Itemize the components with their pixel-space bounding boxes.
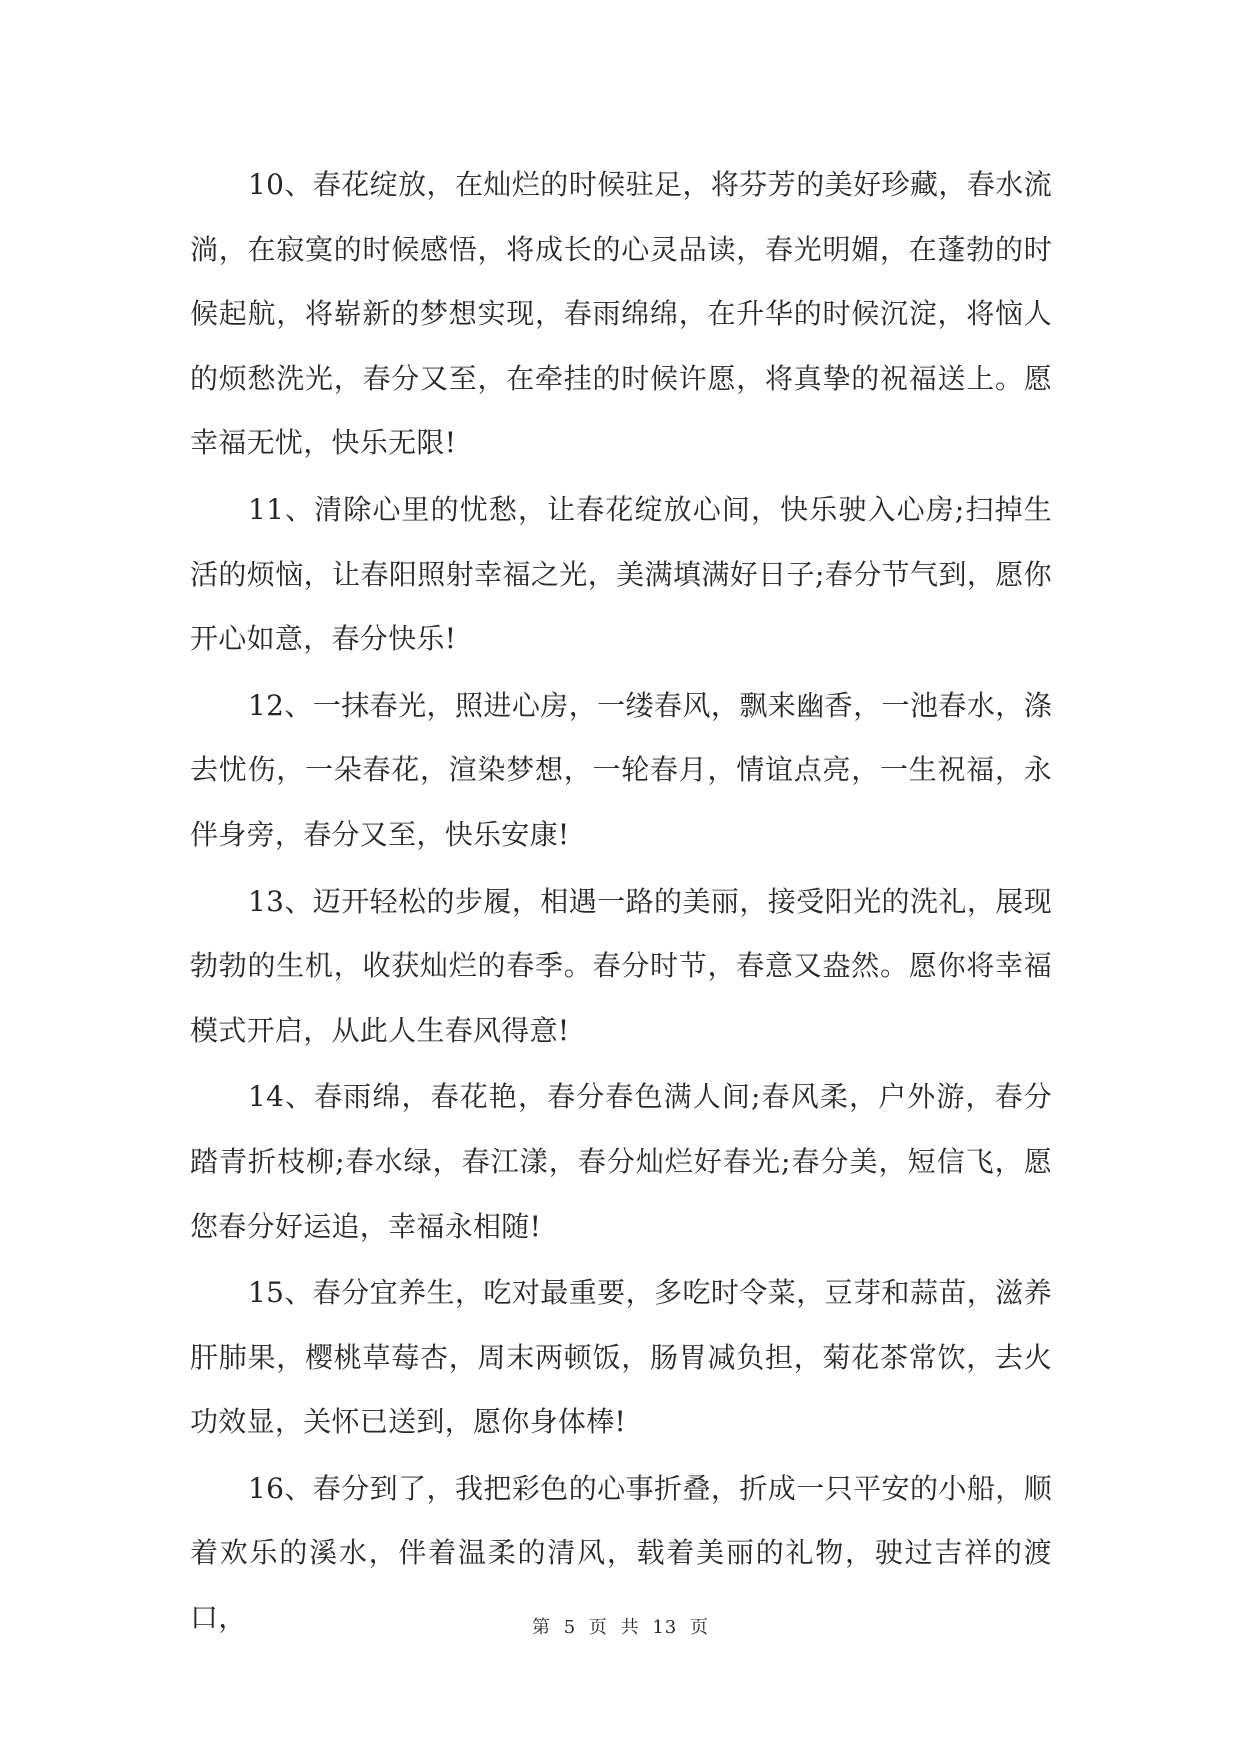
document-body [190, 153, 1052, 1653]
paragraph-16: 16、春分到了，我把彩色的心事折叠，折成一只平安的小船，顺着欢乐的溪水，伴着温柔的清风，载着美丽的礼物，驶过吉祥的渡口， [190, 1471, 1052, 1635]
paragraph-15: 15、春分宜养生，吃对最重要，多吃时令菜，豆芽和蒜苗，滋养肝肺果，樱桃草莓杏，周末两顿饭，肠胃减负担，菊花茶常饮，去火功效显，关怀已送到，愿你身体棒! [190, 1276, 1052, 1439]
page-footer: 第 5 页 共 13 页 [532, 1617, 709, 1638]
paragraph-13: 13、迈开轻松的步履，相遇一路的美丽，接受阳光的洗礼，展现勃勃的生机，收获灿烂的春季。春分时节，春意又盎然。愿你将幸福模式开启，从此人生春风得意! [190, 884, 1052, 1047]
paragraph-10: 10、春花绽放，在灿烂的时候驻足，将芬芳的美好珍藏，春水流淌，在寂寞的时候感悟，将成长的心灵品读，春光明媚，在蓬勃的时候起航，将崭新的梦想实现，春雨绵绵，在升华的时候沉淀，将恼人的烦愁洗光，春分又至，在牵挂的时候许愿，将真挚的祝福送上。愿幸福无忧，快乐无限! [190, 168, 1052, 460]
paragraph-14: 14、春雨绵，春花艳，春分春色满人间;春风柔，户外游，春分踏青折枝柳;春水绿，春江漾，春分灿烂好春光;春分美，短信飞，愿您春分好运追，幸福永相随! [190, 1080, 1052, 1243]
paragraph-12: 12、一抹春光，照进心房，一缕春风，飘来幽香，一池春水，涤去忧伤，一朵春花，渲染梦想，一轮春月，情谊点亮，一生祝福，永伴身旁，春分又至，快乐安康! [190, 688, 1052, 851]
paragraph-11: 11、清除心里的忧愁，让春花绽放心间，快乐驶入心房;扫掉生活的烦恼，让春阳照射幸福之光，美满填满好日子;春分节气到，愿你开心如意，春分快乐! [190, 492, 1052, 656]
